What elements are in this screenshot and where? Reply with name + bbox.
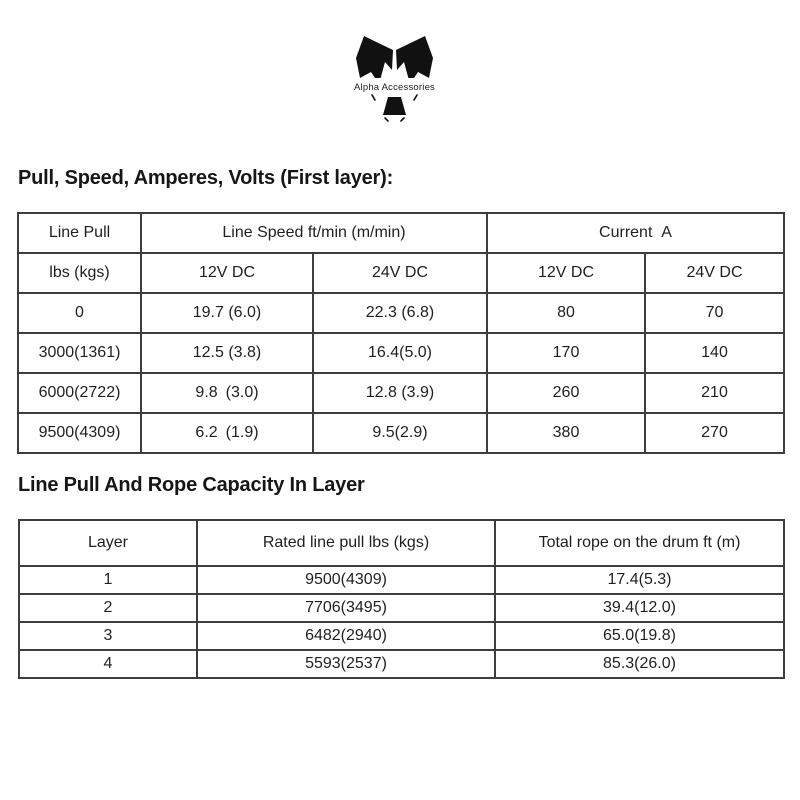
table-row xyxy=(19,594,784,622)
table-cell: 210 xyxy=(645,373,784,413)
table-cell: 140 xyxy=(645,333,784,373)
table-cell: 4 xyxy=(19,650,197,678)
header-current-group: Current A xyxy=(487,213,784,253)
logo-text: Alpha Accessories xyxy=(353,82,436,93)
table-row xyxy=(19,622,784,650)
table-cell: 65.0(19.8) xyxy=(495,622,784,650)
table-cell: 0 xyxy=(18,293,141,333)
table-cell: 260 xyxy=(487,373,645,413)
table-cell: 1 xyxy=(19,566,197,594)
header-line-speed-group: Line Speed ft/min (m/min) xyxy=(141,213,487,253)
table-row xyxy=(18,413,784,453)
table-body xyxy=(18,293,784,453)
table-cell: 19.7 (6.0) xyxy=(141,293,313,333)
subheader-speed-12v: 12V DC xyxy=(141,253,313,293)
table-cell: 9.5(2.9) xyxy=(313,413,487,453)
table-cell: 12.5 (3.8) xyxy=(141,333,313,373)
table-row xyxy=(19,566,784,594)
table-cell: 6.2 (1.9) xyxy=(141,413,313,453)
table-subheader-row xyxy=(18,253,784,293)
table-cell: 3000(1361) xyxy=(18,333,141,373)
table-header-row xyxy=(18,213,784,253)
table-row xyxy=(18,373,784,413)
table-cell: 7706(3495) xyxy=(197,594,495,622)
table-cell: 39.4(12.0) xyxy=(495,594,784,622)
table-cell: 80 xyxy=(487,293,645,333)
subheader-speed-24v: 24V DC xyxy=(313,253,487,293)
table-cell: 170 xyxy=(487,333,645,373)
brand-logo xyxy=(352,30,452,122)
table-cell: 17.4(5.3) xyxy=(495,566,784,594)
header-rated-line-pull: Rated line pull lbs (kgs) xyxy=(197,520,495,566)
table-cell: 9.8 (3.0) xyxy=(141,373,313,413)
table-cell: 6482(2940) xyxy=(197,622,495,650)
table-cell: 380 xyxy=(487,413,645,453)
header-layer: Layer xyxy=(19,520,197,566)
table-cell: 6000(2722) xyxy=(18,373,141,413)
table-row xyxy=(18,333,784,373)
table-cell: 3 xyxy=(19,622,197,650)
subheader-current-24v: 24V DC xyxy=(645,253,784,293)
pull-speed-amperes-table xyxy=(17,212,785,454)
section1-title: Pull, Speed, Amperes, Volts (First layer): xyxy=(18,167,394,189)
table-cell: 270 xyxy=(645,413,784,453)
section2-title: Line Pull And Rope Capacity In Layer xyxy=(18,474,365,496)
rope-capacity-table xyxy=(18,519,785,679)
table-cell: 9500(4309) xyxy=(197,566,495,594)
table-cell: 12.8 (3.9) xyxy=(313,373,487,413)
table-header-row xyxy=(19,520,784,566)
table-cell: 16.4(5.0) xyxy=(313,333,487,373)
table-row xyxy=(19,650,784,678)
subheader-lbs-kgs: lbs (kgs) xyxy=(18,253,141,293)
subheader-current-12v: 12V DC xyxy=(487,253,645,293)
table-cell: 2 xyxy=(19,594,197,622)
table-cell: 9500(4309) xyxy=(18,413,141,453)
table-cell: 85.3(26.0) xyxy=(495,650,784,678)
table-cell: 22.3 (6.8) xyxy=(313,293,487,333)
table-cell: 70 xyxy=(645,293,784,333)
header-line-pull: Line Pull xyxy=(18,213,141,253)
table-cell: 5593(2537) xyxy=(197,650,495,678)
header-total-rope: Total rope on the drum ft (m) xyxy=(495,520,784,566)
wolf-head-icon xyxy=(352,30,452,122)
table-body xyxy=(19,566,784,678)
table-row xyxy=(18,293,784,333)
